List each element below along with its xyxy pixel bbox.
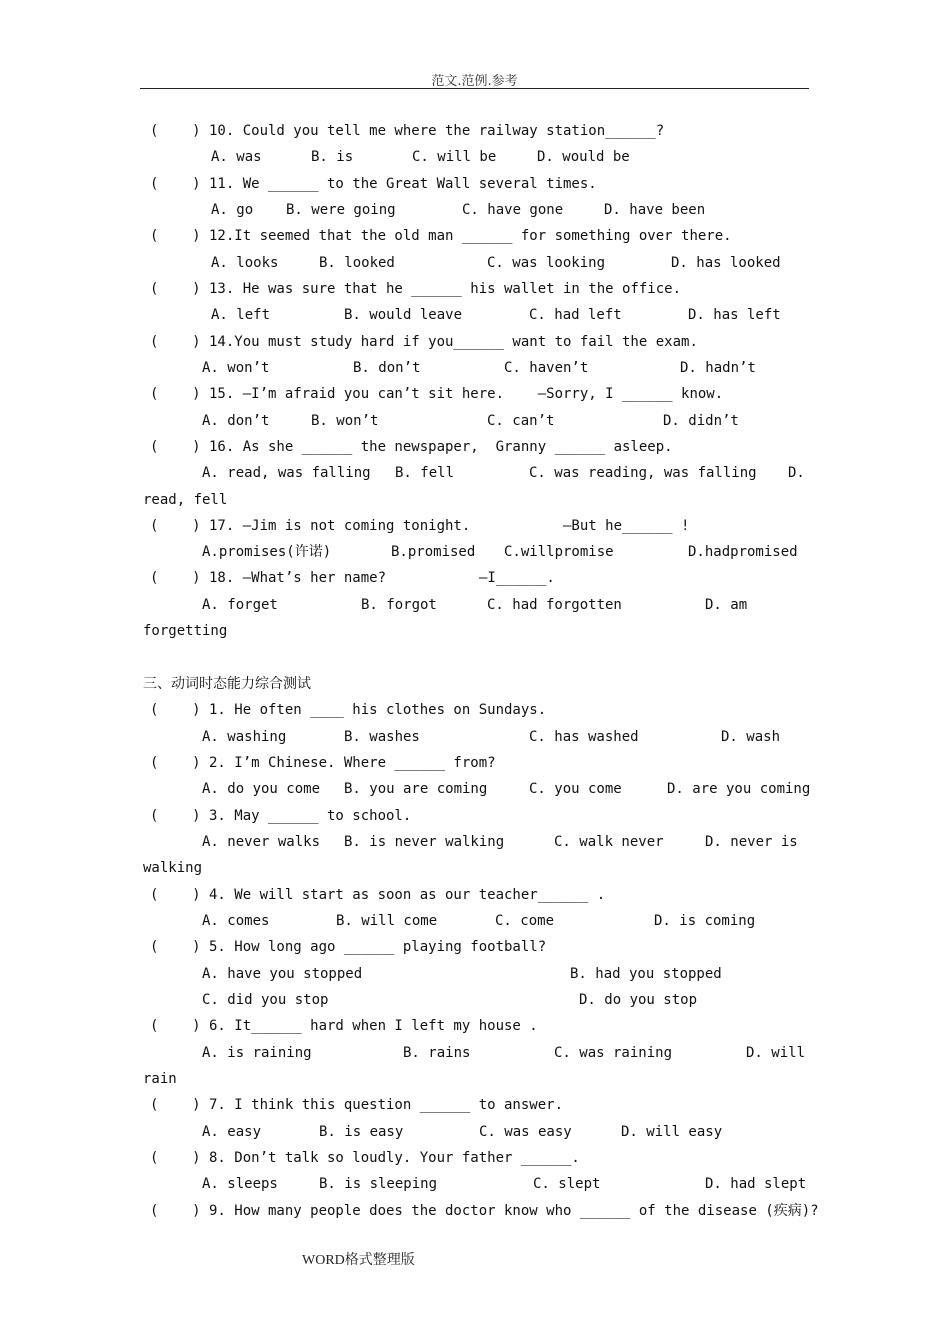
option-17-a: A.promises(许诺) [202,544,332,560]
option-10-a: A. was [211,149,262,165]
option-4-c: C. come [495,913,555,929]
option-1-a: A. washing [202,729,287,745]
question-3: ( ) 3. May ______ to school. [150,808,412,824]
option-13-c: C. had left [529,307,622,323]
question-1: ( ) 1. He often ____ his clothes on Sundays. [150,702,547,718]
question-9: ( ) 9. How many people does the doctor know who ______ of the disease (疾病)? [150,1203,819,1219]
option-12-b: B. looked [319,255,395,271]
option-17-c: C.willpromise [504,544,614,560]
option-3-a: A. never walks [202,834,321,850]
option-11-b: B. were going [286,202,396,218]
option-15-a: A. don’t [202,413,270,429]
option-15-c: C. can’t [487,413,555,429]
question-16: ( ) 16. As she ______ the newspaper, Granny ______ asleep. [150,439,673,455]
option-7-b: B. is easy [319,1124,404,1140]
header-divider [140,88,809,89]
option-5-d: D. do you stop [579,992,698,1008]
option-6-d-continued: rain [143,1071,177,1087]
option-13-d: D. has left [688,307,781,323]
option-3-d-continued: walking [143,860,203,876]
option-18-b: B. forgot [361,597,437,613]
option-6-d: D. will [746,1045,806,1061]
option-10-d: D. would be [537,149,630,165]
option-14-a: A. won’t [202,360,270,376]
option-15-b: B. won’t [311,413,379,429]
question-15: ( ) 15. —I’m afraid you can’t sit here. —Sorry, I ______ know. [150,386,724,402]
question-4: ( ) 4. We will start as soon as our teacher______ . [150,887,606,903]
option-17-d: D.hadpromised [688,544,798,560]
option-11-d: D. have been [604,202,706,218]
option-5-b: B. had you stopped [570,966,722,982]
option-2-a: A. do you come [202,781,321,797]
option-14-c: C. haven’t [504,360,589,376]
question-14: ( ) 14.You must study hard if you______ want to fail the exam. [150,334,698,350]
option-2-d: D. are you coming [667,781,811,797]
option-3-c: C. walk never [554,834,664,850]
question-6: ( ) 6. It______ hard when I left my house . [150,1018,538,1034]
option-16-d-continued: read, fell [143,492,228,508]
option-18-c: C. had forgotten [487,597,622,613]
question-17-reply: —But he______ ! [563,518,690,534]
option-5-a: A. have you stopped [202,966,363,982]
question-12: ( ) 12.It seemed that the old man ______ for something over there. [150,228,732,244]
option-18-d: D. am [705,597,748,613]
option-16-a: A. read, was falling [202,465,371,481]
page-footer: WORD格式整理版 [302,1253,415,1268]
option-16-d: D. [788,465,805,481]
question-11: ( ) 11. We ______ to the Great Wall several times. [150,176,597,192]
option-2-c: C. you come [529,781,622,797]
option-10-b: B. is [311,149,354,165]
question-2: ( ) 2. I’m Chinese. Where ______ from? [150,755,496,771]
page-header: 范文.范例.参考 [431,74,518,89]
option-4-b: B. will come [336,913,438,929]
section-title: 三、动词时态能力综合测试 [143,676,311,692]
option-7-d: D. will easy [621,1124,723,1140]
option-5-c: C. did you stop [202,992,329,1008]
option-4-d: D. is coming [654,913,756,929]
question-7: ( ) 7. I think this question ______ to answer. [150,1097,564,1113]
option-1-d: D. wash [721,729,781,745]
option-14-d: D. hadn’t [680,360,756,376]
option-3-b: B. is never walking [344,834,505,850]
question-17: ( ) 17. —Jim is not coming tonight. [150,518,471,534]
option-6-a: A. is raining [202,1045,312,1061]
option-8-c: C. slept [533,1176,601,1192]
option-1-b: B. washes [344,729,420,745]
option-13-a: A. left [211,307,271,323]
question-5: ( ) 5. How long ago ______ playing football? [150,939,547,955]
question-18-reply: —I______. [479,570,555,586]
option-11-a: A. go [211,202,254,218]
question-13: ( ) 13. He was sure that he ______ his wallet in the office. [150,281,682,297]
question-18: ( ) 18. —What’s her name? [150,570,387,586]
option-16-b: B. fell [395,465,455,481]
option-8-a: A. sleeps [202,1176,278,1192]
option-12-c: C. was looking [487,255,606,271]
option-18-a: A. forget [202,597,278,613]
option-12-a: A. looks [211,255,279,271]
option-3-d: D. never is [705,834,798,850]
option-13-b: B. would leave [344,307,463,323]
option-10-c: C. will be [412,149,497,165]
option-8-d: D. had slept [705,1176,807,1192]
question-10: ( ) 10. Could you tell me where the railway station______? [150,123,665,139]
option-7-a: A. easy [202,1124,262,1140]
question-8: ( ) 8. Don’t talk so loudly. Your father ______. [150,1150,580,1166]
option-16-c: C. was reading, was falling [529,465,757,481]
option-1-c: C. has washed [529,729,639,745]
option-4-a: A. comes [202,913,270,929]
option-11-c: C. have gone [462,202,564,218]
option-6-c: C. was raining [554,1045,673,1061]
option-18-d-continued: forgetting [143,623,228,639]
option-2-b: B. you are coming [344,781,488,797]
option-14-b: B. don’t [353,360,421,376]
option-17-b: B.promised [391,544,476,560]
option-7-c: C. was easy [479,1124,572,1140]
option-8-b: B. is sleeping [319,1176,438,1192]
option-12-d: D. has looked [671,255,781,271]
option-15-d: D. didn’t [663,413,739,429]
option-6-b: B. rains [403,1045,471,1061]
